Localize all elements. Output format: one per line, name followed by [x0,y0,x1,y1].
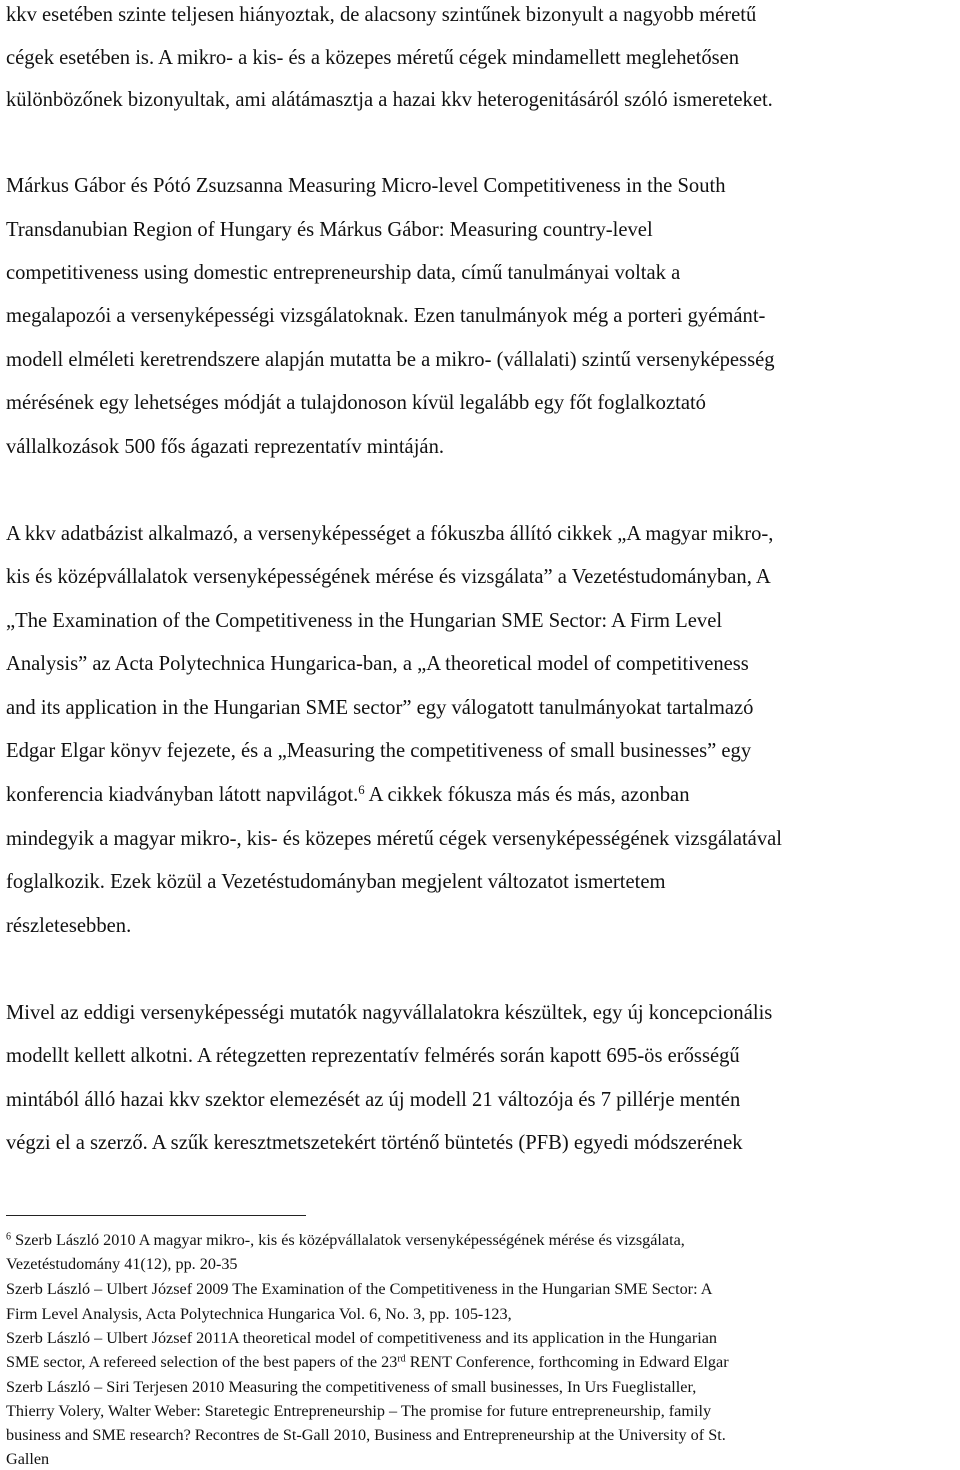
text-line: kkv esetében szinte teljesen hiányoztak, de alacsony szintűnek bizonyult a nagyobb méretű [6,4,757,26]
text-line: Márkus Gábor és Pótó Zsuzsanna Measuring Micro-level Competitiveness in the South [6,175,726,197]
text-line: mintából álló hazai kkv szektor elemezését az új modell 21 változója és 7 pillérje mentén [6,1089,741,1111]
footnote-line: Firm Level Analysis, Acta Polytechnica Hungarica Vol. 6, No. 3, pp. 105-123, [6,1305,512,1323]
text-line: „The Examination of the Competitiveness in the Hungarian SME Sector: A Firm Level [6,610,723,632]
text-line: modell elméleti keretrendszere alapján mutatta be a mikro- (vállalati) szintű versenyképesség [6,349,775,371]
footnote-line: Szerb László – Siri Terjesen 2010 Measuring the competitiveness of small businesses, In Urs Fueglistaller, [6,1378,697,1396]
text-line-with-footnote [6,783,690,807]
footnote-separator [6,1215,306,1216]
text-line: competitiveness using domestic entrepreneurship data, című tanulmányai voltak a [6,262,681,284]
text-line: Mivel az eddigi versenyképességi mutatók nagyvállalatokra készültek, egy új koncepcionális [6,1002,773,1024]
footnote-reference: 6 [358,782,365,797]
text-line: cégek esetében is. A mikro- a kis- és a közepes méretű cégek mindamellett meglehetősen [6,47,740,69]
ordinal-suffix: rd [397,1353,406,1365]
footnote-line: Vezetéstudomány 41(12), pp. 20-35 [6,1255,238,1273]
text-line: and its application in the Hungarian SME sector” egy válogatott tanulmányokat tartalmazó [6,697,754,719]
text-line: modellt kellett alkotni. A rétegzetten reprezentatív felmérés során kapott 695-ös erősségű [6,1045,740,1067]
text-segment: RENT Conference, forthcoming in Edward Elgar [405,1353,729,1371]
footnote-line: Gallen [6,1450,50,1468]
text-line: mindegyik a magyar mikro-, kis- és közepes méretű cégek versenyképességének vizsgálatával [6,828,782,850]
text-line: foglalkozik. Ezek közül a Vezetéstudományban megjelent változatot ismertetem [6,871,666,893]
text-line: részletesebben. [6,915,132,937]
text-line: végzi el a szerző. A szűk keresztmetszetekért történő büntetés (PFB) egyedi módszerének [6,1132,743,1154]
text-segment: konferencia kiadványban látott napvilágot. [6,784,359,806]
text-line: kis és középvállalatok versenyképességének mérése és vizsgálata” a Vezetéstudományban, A [6,566,771,588]
text-line: Transdanubian Region of Hungary és Márkus Gábor: Measuring country-level [6,219,653,241]
text-line: mérésének egy lehetséges módját a tulajdonoson kívül legalább egy főt foglalkoztató [6,392,706,414]
text-line: Analysis” az Acta Polytechnica Hungarica-ban, a „A theoretical model of competitiveness [6,653,749,675]
text-line: vállalkozások 500 fős ágazati reprezentatív mintáján. [6,436,445,458]
footnote-line: business and SME research? Recontres de St-Gall 2010, Business and Entrepreneurship at the University of St. [6,1426,726,1444]
text-line: A kkv adatbázist alkalmazó, a versenyképességet a fókuszba állító cikkek „A magyar mikro-, [6,523,774,545]
text-line: különbözőnek bizonyultak, ami alátámasztja a hazai kkv heterogenitásáról szóló ismereteket. [6,89,773,111]
text-segment: A cikkek fókusza más és más, azonban [364,784,690,806]
text-line: megalapozói a versenyképességi vizsgálatoknak. Ezen tanulmányok még a porteri gyémánt- [6,305,766,327]
footnote-line [6,1230,685,1250]
footnote-line: Thierry Volery, Walter Weber: Staretegic Entrepreneurship – The promise for future entrepreneurship, family [6,1402,712,1420]
footnote-line [6,1352,729,1372]
footnote-marker: 6 [6,1231,12,1243]
footnote-line: Szerb László – Ulbert József 2011A theoretical model of competitiveness and its application in the Hungarian [6,1329,717,1347]
text-segment: SME sector, A refereed selection of the best papers of the 23 [6,1353,398,1371]
text-segment: Szerb László 2010 A magyar mikro-, kis és középvállalatok versenyképességének mérése és vizsgálata, [11,1231,685,1249]
footnote-line: Szerb László – Ulbert József 2009 The Examination of the Competitiveness in the Hungarian SME Sector: A [6,1280,713,1298]
text-line: Edgar Elgar könyv fejezete, és a „Measuring the competitiveness of small businesses” egy [6,740,752,762]
